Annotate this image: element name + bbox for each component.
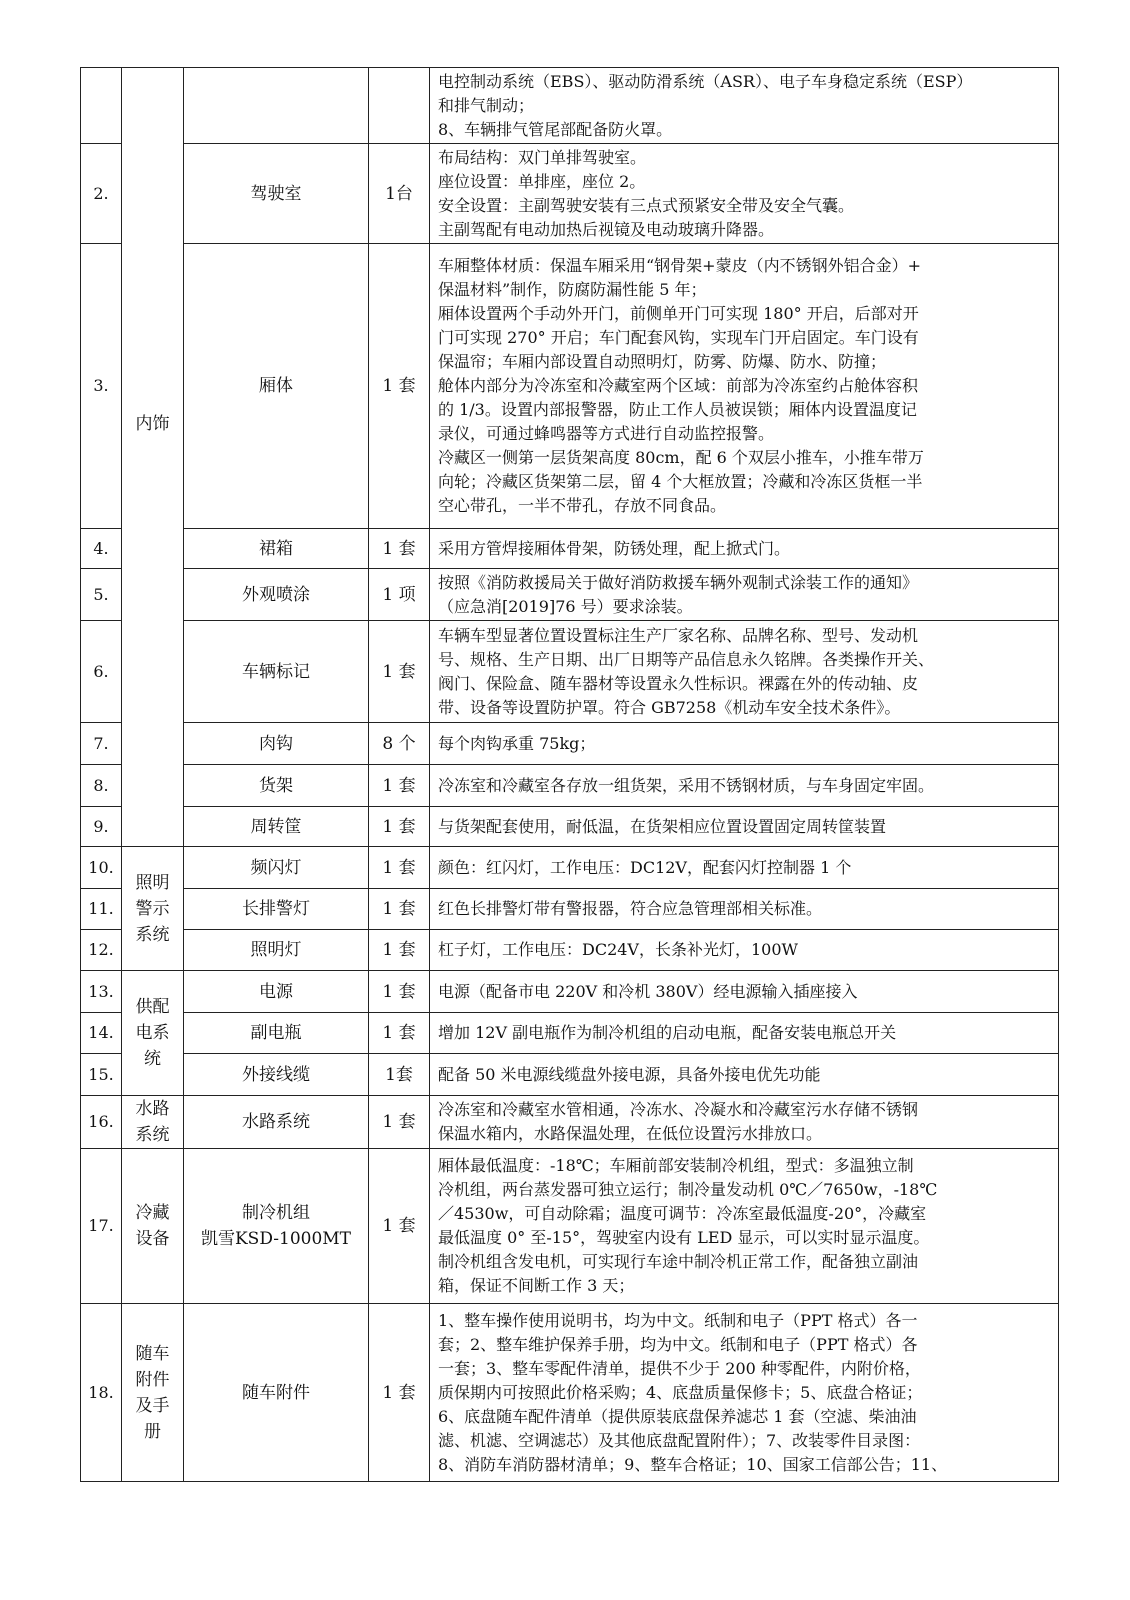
row-number: 4. <box>81 529 122 569</box>
item-name: 车辆标记 <box>184 621 369 723</box>
item-name: 厢体 <box>184 244 369 529</box>
item-name: 长排警灯 <box>184 889 369 930</box>
row-number: 12. <box>81 930 122 971</box>
row-number: 18. <box>81 1304 122 1482</box>
description: 每个肉钩承重 75kg； <box>430 723 1059 765</box>
quantity: 1 套 <box>369 1149 430 1304</box>
item-name <box>184 68 369 144</box>
description: 厢体最低温度：-18℃；车厢前部安装制冷机组，型式：多温独立制 冷机组，两台蒸发器可独立运行；制冷量发动机 0℃／7650w，-18℃ ／4530w，可自动除霜；温度可调节：冷冻室最低温度-20°，冷藏室 最低温度 0° 至-15°，驾驶室内设有 LED 显示，可以实时显示温度。 制冷机组含发电机，可实现行车途中制冷机正常工作，配备独立副油 箱，保证不间断工作 3 天； <box>430 1149 1059 1304</box>
table-row <box>81 68 1059 144</box>
item-name: 水路系统 <box>184 1096 369 1149</box>
row-number: 5. <box>81 569 122 621</box>
category-cell: 随车 附件 及手 册 <box>122 1304 184 1482</box>
quantity: 1 项 <box>369 569 430 621</box>
item-name: 肉钩 <box>184 723 369 765</box>
quantity: 1 套 <box>369 765 430 807</box>
quantity: 1 套 <box>369 1304 430 1482</box>
description: 采用方管焊接厢体骨架，防锈处理，配上掀式门。 <box>430 529 1059 569</box>
table-row <box>81 244 1059 529</box>
table-row <box>81 144 1059 244</box>
quantity: 1 套 <box>369 1096 430 1149</box>
item-name: 频闪灯 <box>184 847 369 889</box>
description: 杠子灯，工作电压：DC24V，长条补光灯，100W <box>430 930 1059 971</box>
quantity: 1 套 <box>369 621 430 723</box>
quantity: 1套 <box>369 1054 430 1096</box>
row-number: 17. <box>81 1149 122 1304</box>
table-row <box>81 569 1059 621</box>
item-name: 货架 <box>184 765 369 807</box>
table-row <box>81 847 1059 889</box>
quantity: 1 套 <box>369 807 430 847</box>
description: 冷冻室和冷藏室水管相通，冷冻水、冷凝水和冷藏室污水存储不锈钢 保温水箱内，水路保温处理，在低位设置污水排放口。 <box>430 1096 1059 1149</box>
table-row <box>81 930 1059 971</box>
description: 车厢整体材质：保温车厢采用“钢骨架+蒙皮（内不锈钢外铝合金）+ 保温材料”制作，防腐防漏性能 5 年； 厢体设置两个手动外开门，前侧单开门可实现 180° 开启，后部对开 门可实现 270° 开启；车门配套风钩，实现车门开启固定。车门设有 保温帘；车厢内部设置自动照明灯，防雾、防爆、防水、防撞； 舱体内部分为冷冻室和冷藏室两个区域：前部为冷冻室约占舱体容积 的 1/3。设置内部报警器，防止工作人员被误锁；厢体内设置温度记 录仪，可通过蜂鸣器等方式进行自动监控报警。 冷藏区一侧第一层货架高度 80cm，配 6 个双层小推车，小推车带万 向轮；冷藏区货架第二层，留 4 个大框放置；冷藏和冷冻区货框一半 空心带孔，一半不带孔，存放不同食品。 <box>430 244 1059 529</box>
table-row <box>81 807 1059 847</box>
table-row <box>81 889 1059 930</box>
item-name: 副电瓶 <box>184 1013 369 1054</box>
description: 布局结构：双门单排驾驶室。 座位设置：单排座，座位 2。 安全设置：主副驾驶安装有三点式预紧安全带及安全气囊。 主副驾配有电动加热后视镜及电动玻璃升降器。 <box>430 144 1059 244</box>
quantity: 1 套 <box>369 930 430 971</box>
table-row <box>81 1304 1059 1482</box>
description: 电控制动系统（EBS）、驱动防滑系统（ASR）、电子车身稳定系统（ESP） 和排气制动； 8、车辆排气管尾部配备防火罩。 <box>430 68 1059 144</box>
row-number: 9. <box>81 807 122 847</box>
table-row <box>81 765 1059 807</box>
quantity: 1 套 <box>369 529 430 569</box>
table-row <box>81 1054 1059 1096</box>
spec-table <box>80 67 1059 1482</box>
table-row <box>81 723 1059 765</box>
row-number: 16. <box>81 1096 122 1149</box>
item-name: 周转筐 <box>184 807 369 847</box>
description: 增加 12V 副电瓶作为制冷机组的启动电瓶，配备安装电瓶总开关 <box>430 1013 1059 1054</box>
row-number: 7. <box>81 723 122 765</box>
row-number: 13. <box>81 971 122 1013</box>
quantity <box>369 68 430 144</box>
table-row <box>81 971 1059 1013</box>
description: 配备 50 米电源线缆盘外接电源，具备外接电优先功能 <box>430 1054 1059 1096</box>
category-cell: 照明 警示 系统 <box>122 847 184 971</box>
quantity: 8 个 <box>369 723 430 765</box>
description: 1、整车操作使用说明书，均为中文。纸制和电子（PPT 格式）各一 套；2、整车维护保养手册，均为中文。纸制和电子（PPT 格式）各 一套；3、整车零配件清单，提供不少于 200 种零配件，内附价格， 质保期内可按照此价格采购；4、底盘质量保修卡；5、底盘合格证； 6、底盘随车配件清单（提供原装底盘保养滤芯 1 套（空滤、柴油油 滤、机滤、空调滤芯）及其他底盘配置附件）；7、改装零件目录图： 8、消防车消防器材清单；9、整车合格证；10、国家工信部公告；11、 <box>430 1304 1059 1482</box>
row-number <box>81 68 122 144</box>
item-name: 随车附件 <box>184 1304 369 1482</box>
description: 车辆车型显著位置设置标注生产厂家名称、品牌名称、型号、发动机 号、规格、生产日期、出厂日期等产品信息永久铭牌。各类操作开关、 阀门、保险盒、随车器材等设置永久性标识。裸露在外的传动轴、皮 带、设备等设置防护罩。符合 GB7258《机动车安全技术条件》。 <box>430 621 1059 723</box>
row-number: 10. <box>81 847 122 889</box>
description: 颜色：红闪灯，工作电压：DC12V，配套闪灯控制器 1 个 <box>430 847 1059 889</box>
quantity: 1 套 <box>369 889 430 930</box>
table-row <box>81 1149 1059 1304</box>
category-cell: 供配 电系 统 <box>122 971 184 1096</box>
category-cell: 水路 系统 <box>122 1096 184 1149</box>
item-name: 裙箱 <box>184 529 369 569</box>
item-name: 外观喷涂 <box>184 569 369 621</box>
category-cell: 内饰 <box>122 68 184 847</box>
description: 与货架配套使用，耐低温，在货架相应位置设置固定周转筐装置 <box>430 807 1059 847</box>
row-number: 8. <box>81 765 122 807</box>
row-number: 14. <box>81 1013 122 1054</box>
quantity: 1台 <box>369 144 430 244</box>
description: 按照《消防救援局关于做好消防救援车辆外观制式涂装工作的通知》 （应急消[2019]76 号）要求涂装。 <box>430 569 1059 621</box>
row-number: 3. <box>81 244 122 529</box>
description: 电源（配备市电 220V 和冷机 380V）经电源输入插座接入 <box>430 971 1059 1013</box>
quantity: 1 套 <box>369 847 430 889</box>
item-name: 驾驶室 <box>184 144 369 244</box>
table-row <box>81 529 1059 569</box>
item-name: 电源 <box>184 971 369 1013</box>
table-row <box>81 621 1059 723</box>
row-number: 6. <box>81 621 122 723</box>
quantity: 1 套 <box>369 1013 430 1054</box>
table-row <box>81 1013 1059 1054</box>
quantity: 1 套 <box>369 244 430 529</box>
table-row <box>81 1096 1059 1149</box>
item-name: 制冷机组 凯雪KSD-1000MT <box>184 1149 369 1304</box>
category-cell: 冷藏 设备 <box>122 1149 184 1304</box>
row-number: 15. <box>81 1054 122 1096</box>
item-name: 照明灯 <box>184 930 369 971</box>
row-number: 2. <box>81 144 122 244</box>
item-name: 外接线缆 <box>184 1054 369 1096</box>
quantity: 1 套 <box>369 971 430 1013</box>
description: 冷冻室和冷藏室各存放一组货架，采用不锈钢材质，与车身固定牢固。 <box>430 765 1059 807</box>
description: 红色长排警灯带有警报器，符合应急管理部相关标准。 <box>430 889 1059 930</box>
row-number: 11. <box>81 889 122 930</box>
